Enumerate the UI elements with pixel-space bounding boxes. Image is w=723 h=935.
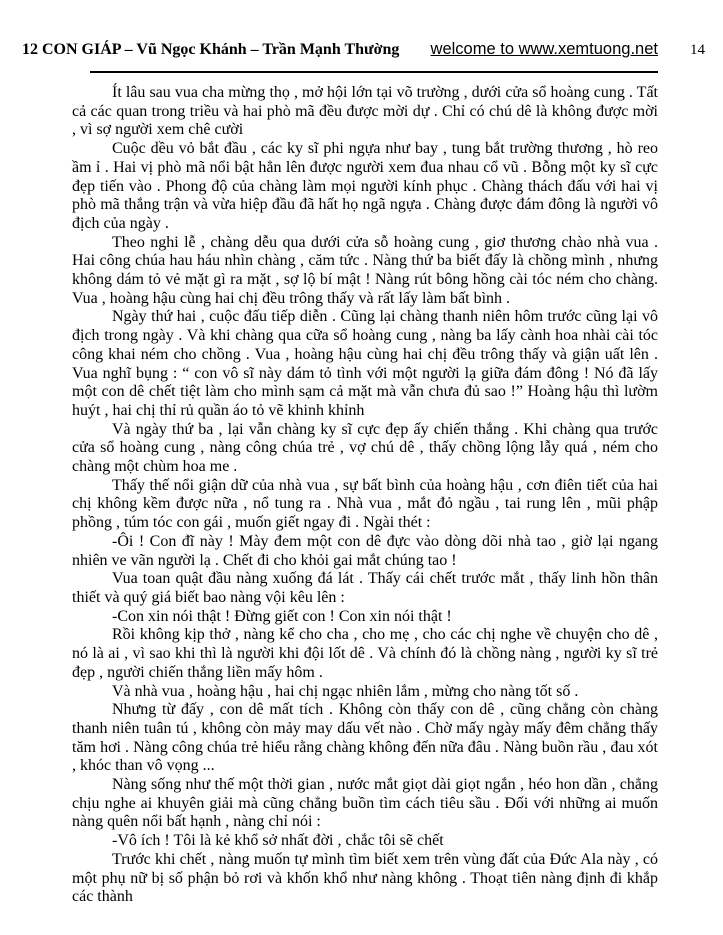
paragraph: Ít lâu sau vua cha mừng thọ , mở hội lớn tại võ trường , dưới cửa sổ hoàng cung . Tất cả các quan trong triều và hai phò mã đều được mời dự . Chỉ có chú dê là không được mời , vì sợ người xem chê cười: [72, 84, 658, 139]
paragraph: Và nhà vua , hoàng hậu , hai chị ngạc nhiên lắm , mừng cho nàng tốt số .: [112, 682, 579, 700]
paragraph: Vua toan quật đầu nàng xuống đá lát . Thấy cái chết trước mắt , thấy linh hồn thân thiết và quý giá biết bao nàng vội kêu lên :: [72, 570, 658, 606]
paragraph: Rồi không kịp thở , nàng kể cho cha , cho mẹ , cho các chị nghe về chuyện cho dê , nó là ai , vì sao khi thì là người khi đội lốt dê . Và chính đó là chồng nàng , người ky sĩ trẻ đẹp , người chiến thắng liền mấy hôm .: [72, 626, 658, 681]
paragraphs-container: [72, 84, 658, 907]
website-link-text: welcome to www.xemtuong.net: [430, 40, 658, 58]
book-title: 12 CON GIÁP – Vũ Ngọc Khánh – Trần Mạnh Thường: [22, 41, 400, 58]
paragraph: -Ôi ! Con đĩ này ! Mày đem một con dê đực vào dòng dõi nhà tao , giờ lại ngang nhiên ve vãn người lạ . Chết đi cho khỏi gai mắt chúng tao !: [72, 532, 658, 569]
paragraph: Nàng sống như thế một thời gian , nước mắt giọt dài giọt ngắn , héo hon dần , chẳng chịu nghe ai khuyên giải mà cũng chẳng buồn tìm cách tiêu sầu . Đối với những ai muốn nàng quên nổi bất hạnh , nàng chỉ nói :: [72, 776, 658, 831]
page-header: [22, 40, 705, 66]
paragraph: Ngày thứ hai , cuộc đấu tiếp diễn . Cũng lại chàng thanh niên hôm trước cũng lại vô địch trong ngày . Và khi chàng qua cữa sổ hoàng cung , nàng ba lấy cành hoa nhài cài tóc công khai ném cho chồng . Vua , hoàng hậu cùng hai chị đều trông thấy và giận uất lên . Vua nghĩ bụng : “ con vô sĩ này dám tỏ tình với một người lạ giữa đám đông ! Nó đã lấy một con dê chết tiệt làm cho mình sạm cả mặt mà vẫn chưa đủ sao !” Hoàng hậu thì lườm huýt , hai chị thỉ rủ quần áo tỏ vẽ khinh khỉnh: [72, 308, 658, 419]
paragraph: Và ngày thứ ba , lại vẫn chàng ky sĩ cực đẹp ấy chiến thắng . Khi chàng qua trước cửa sổ hoàng cung , nàng công chúa trẻ , vợ chú dê , thấy chồng lộng lẫy quá , ném cho chàng một chùm hoa me .: [72, 420, 658, 476]
paragraph: Thấy thế nổi giận dữ của nhà vua , sự bất bình của hoàng hậu , cơn điên tiết của hai chị không kềm được nữa , nổ tung ra . Nhà vua , mắt đỏ ngầu , tai rung lên , mũi phập phồng , túm tóc con gái , muốn giết ngay đi . Ngài thét :: [72, 476, 658, 532]
paragraph: -Con xin nói thật ! Đừng giết con ! Con xin nói thật !: [112, 607, 452, 625]
page-body: [72, 84, 658, 907]
paragraph: Cuộc dều vỏ bắt đầu , các ky sĩ phi ngựa như bay , tung bắt trường thương , hò reo ầm ỉ . Hai vị phò mã nổi bật hẳn lên được người xem đua nhau cổ vũ . Bỗng một ky sĩ cực đẹp tiến vào . Phong độ của chàng làm mọi người kính phục . Chàng thách đấu với hai vị phò mã thắng trận và vừa hiệp đầu đã hất họ ngã ngựa . Chàng được đám đông là người vô địch của ngày .: [72, 140, 658, 232]
paragraph: Nhưng từ đấy , con dê mất tích . Không còn thấy con dê , cũng chẳng còn chàng thanh niên tuân tú , không còn mảy may dấu vết nào . Chờ mấy ngày mấy đêm chẳng thấy tăm hơi . Nàng công chúa trẻ hiểu rằng chàng không đến nữa đâu . Nàng buồn rầu , đau xót , khóc than vô vọng ...: [72, 701, 658, 775]
page-number: 14: [690, 42, 705, 58]
paragraph: -Vô ích ! Tôi là kẻ khổ sở nhất đời , chắc tôi sẽ chết: [112, 832, 444, 850]
paragraph: Trước khi chết , nàng muốn tự mình tìm biết xem trên vùng đất của Đức Ala này , có một phụ nữ bị số phận bỏ rơi và khốn khổ như nàng không . Thoạt tiên nàng định đi khắp các thành: [72, 850, 658, 906]
paragraph: Theo nghi lễ , chàng dễu qua dưới cửa sỗ hoàng cung , giơ thương chào nhà vua . Hai công chúa hau háu nhìn chàng , căm tức . Nàng thứ ba biết đấy là chồng mình , nhưng không dám tỏ vẻ mặt gì ra mặt , sợ lộ bí mật ! Nàng rút bông hồng cài tóc ném cho chàng. Vua , hoàng hậu cùng hai chị đều trông thấy và rất lấy làm bất bình .: [72, 233, 658, 307]
header-divider: [90, 71, 658, 73]
